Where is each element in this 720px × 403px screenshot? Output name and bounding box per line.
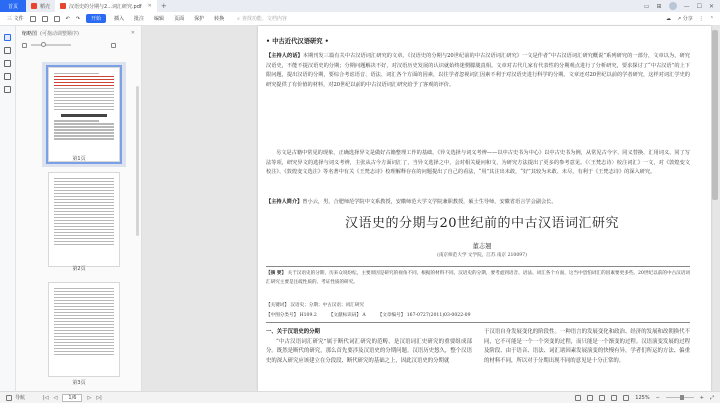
pdf-file-icon bbox=[60, 3, 66, 9]
layout-icon[interactable]: ▭ bbox=[643, 2, 650, 10]
thumbnail-panel-icon[interactable] bbox=[4, 34, 11, 41]
home-tab[interactable]: 首页 bbox=[0, 0, 26, 12]
continuous-view-icon[interactable] bbox=[599, 395, 605, 401]
section-head: • 中古近代汉语研究 • bbox=[266, 38, 329, 45]
stamp-icon[interactable] bbox=[4, 86, 11, 93]
toolbar-right bbox=[666, 15, 720, 22]
zoom-out-thumbnail-icon[interactable] bbox=[22, 43, 27, 48]
article-author: 董志翘 bbox=[472, 243, 492, 250]
abstract-top-rule bbox=[266, 266, 690, 267]
avatar[interactable] bbox=[669, 2, 677, 10]
abstract bbox=[266, 270, 690, 288]
thumbnail-header bbox=[16, 26, 141, 40]
share-button[interactable]: ↗ 分享 bbox=[677, 16, 693, 22]
page-navigation bbox=[43, 394, 102, 402]
host-words-label: 【主持人的话】 bbox=[266, 53, 303, 59]
first-page-icon[interactable]: |◁ bbox=[43, 394, 49, 401]
print-icon[interactable] bbox=[51, 12, 63, 26]
keywords: 【关键词】 汉语史；分期；中古汉语；词汇研究 bbox=[266, 303, 364, 308]
nav-toggle[interactable] bbox=[0, 394, 25, 401]
navigation-icon bbox=[6, 395, 12, 401]
menu-annotate[interactable]: 批注 bbox=[134, 16, 145, 22]
left-column-text: “中古汉语词汇研究”属于断代词汇研究的范畴，是汉语词汇史研究的重要组成部分。既然是断代的研究，那么首先要涉及汉语史的分期问题。汉语历史悠久，整个汉语史的深入研究应该建立在分段段、断代研究的基础之上，因此汉语史的分期就 bbox=[266, 338, 472, 365]
redo-icon[interactable]: ↷ bbox=[75, 15, 80, 22]
host-words-text: 本期刊发三篇有关中古汉语词汇研究的文章。《汉语史的分期与20世纪前的中古汉语词汇研究》一文是作者“中古汉语词汇研究概说”系列研究的一部分，文章以为，研究汉语史，不能不提汉语史的分期；分期问题解决不好，对汉语历史发展的认识就始终迷惘朦胧真相。文章对古代几家有代表性的分期观点进行了分析研究，要求探讨了“中古汉语”的上下限问题，提出汉语的分期，要综合考虑语音、语法、词汇各个方面的因素，以往学者忽视词汇因素不利于对汉语史进行科学的分期。文章还对20世纪以前的学者研究，这样对词汇学史的研究提供了有价值的材料，对20世纪以前的中古汉语词汇研究给予了客观的评价。 bbox=[266, 53, 690, 88]
close-panel-icon[interactable]: ✕ bbox=[130, 30, 135, 36]
share-label: 分享 bbox=[682, 16, 693, 22]
menu-protect[interactable]: 保护 bbox=[194, 16, 205, 22]
open-icon[interactable] bbox=[39, 12, 51, 26]
fullscreen-icon[interactable]: ⤢ bbox=[709, 394, 714, 401]
thumbnail-zoom bbox=[16, 40, 141, 50]
article-meta bbox=[266, 312, 690, 318]
host-words-paragraph bbox=[266, 52, 690, 90]
nav-label: 导航 bbox=[15, 395, 26, 401]
tab-daoke[interactable] bbox=[26, 0, 55, 12]
cloud-sync-icon[interactable]: ☁ bbox=[666, 15, 671, 22]
article-title: 汉语史的分期与20世纪前的中古汉语词汇研究 bbox=[344, 216, 620, 231]
zoom-in-icon[interactable]: + bbox=[699, 394, 704, 401]
tab-pdf-document[interactable] bbox=[55, 0, 157, 12]
zoom-level[interactable]: 125% bbox=[635, 394, 650, 401]
close-tab-icon[interactable]: ✕ bbox=[147, 3, 152, 9]
abstract-label: 【摘 要】 bbox=[266, 271, 287, 276]
menu-convert[interactable]: 转换 bbox=[214, 16, 225, 22]
clc-number: 【中图分类号】 H109.2 bbox=[266, 313, 317, 318]
view-controls bbox=[575, 395, 720, 401]
prev-page-icon[interactable]: ◁ bbox=[53, 394, 58, 401]
host-intro-text: 曾小云，男，合肥师范学院中文系教授，安徽师范大学文学院兼职教授，硕士生导师，安徽省语言学会副会长。 bbox=[302, 199, 557, 205]
thumbnail-label: 第2页 bbox=[72, 266, 86, 272]
left-column bbox=[266, 328, 472, 367]
collapse-icon[interactable]: ⌃ bbox=[709, 15, 714, 22]
next-page-icon[interactable]: ▷ bbox=[87, 394, 92, 401]
thumbnail-page-2[interactable] bbox=[48, 172, 120, 267]
doc-code: 【文献标识码】 A bbox=[328, 313, 366, 318]
search-icon: ⌕ bbox=[237, 15, 240, 22]
save-icon[interactable] bbox=[27, 12, 39, 26]
abstract-text: 关于汉语史的分期，历来众说纷纭，主要原因是研究的视角不同，根据的材料不同。汉语史的分期，要考虑到语音、语法、词汇各个方面，这当中恐怕词汇的因素要更多些。20世纪以前的中古汉语词汇研究主要是注疏性质的、考证性质的研究。 bbox=[266, 271, 690, 285]
double-page-view-icon[interactable] bbox=[587, 395, 593, 401]
article-number: 【文章编号】 167-0727(2011)03-0022-09 bbox=[377, 313, 471, 318]
toolbar bbox=[0, 12, 720, 26]
daoke-logo-icon bbox=[31, 3, 37, 9]
thumbnail-page-1[interactable] bbox=[48, 67, 120, 162]
host-intro-label: 【主持人简介】 bbox=[266, 199, 303, 205]
maximize-icon[interactable]: ☐ bbox=[696, 2, 702, 10]
thumbnail-scrollbar[interactable] bbox=[136, 86, 139, 236]
article-affiliation: (南京师范大学 文学院，江苏 南京 210097) bbox=[437, 253, 527, 258]
grid-icon[interactable]: ⊞ bbox=[656, 2, 662, 10]
search-placeholder: 查找功能、文档内容 bbox=[241, 16, 287, 22]
zoom-slider[interactable] bbox=[666, 397, 694, 399]
pdf-page bbox=[258, 26, 711, 391]
comment-icon[interactable] bbox=[4, 60, 11, 67]
thumbnail-panel bbox=[16, 26, 142, 391]
thumbnail-label: 第1页 bbox=[72, 156, 86, 162]
second-paragraph: 另文是古籍中常见的现象，正确选择异文是做好古籍整理工作的基础。《异文选择与词义考辨——以中古史书为中心》以中古史书为例，从常见古今字、同义替换、汇用词义、同了写法等项，研究异文的选择与词义考辨，主张从古今方面词汇了，当异文选择之中，会对相关疑问和文、为研究方法提出了更多的参考意见。《〈王梵志诗〉校注词汇》一文，对《敦煌变文校注》、《敦煌变文选注》等名著中有关《王梵志诗》校理解释存在的问题提出了自己的看法，“用”其注出未敢，“好”其较为未敢、未尽，有利于《王梵志诗》的深入研究。 bbox=[266, 150, 690, 176]
more-icon[interactable]: ⋮ bbox=[698, 15, 704, 22]
title-bar bbox=[0, 0, 720, 12]
tab-label: 稻壳 bbox=[40, 3, 51, 10]
thumbnail-label: 第3页 bbox=[72, 380, 86, 386]
right-column: 于汉语自身发展变化的阶段性。一种语言的发展变化和政治、经济的发展和改朝换代不同，它不可能是一个一个突变的过程，而只能是一个渐变的过程。汉语演变发展的过程及阶段、由于语音、语法、词汇诸因素发展演变的快慢有异，学者们所运的方法、偏重的材料不同，所以对于分期出现不同的意见是十分正常的。 bbox=[484, 329, 690, 365]
status-bar bbox=[0, 391, 720, 403]
menu-page[interactable]: 页面 bbox=[174, 16, 185, 22]
last-page-icon[interactable]: ▷| bbox=[96, 394, 102, 401]
zoom-in-thumbnail-icon[interactable] bbox=[111, 43, 116, 48]
attachment-icon[interactable] bbox=[4, 73, 11, 80]
window-controls bbox=[644, 2, 720, 10]
single-page-view-icon[interactable] bbox=[575, 395, 581, 401]
read-mode-icon[interactable] bbox=[623, 395, 629, 401]
left-column-heading: 一、关于汉语史的分期 bbox=[266, 329, 320, 335]
bookmark-icon[interactable] bbox=[4, 47, 11, 54]
search-box[interactable] bbox=[237, 15, 287, 22]
file-menu[interactable]: 三 文件 bbox=[7, 16, 24, 22]
start-tab[interactable]: 开始 bbox=[86, 14, 106, 23]
document-scrollbar[interactable] bbox=[712, 30, 716, 200]
minimize-icon[interactable]: — bbox=[683, 2, 690, 10]
fit-width-icon[interactable] bbox=[611, 395, 617, 401]
left-rail bbox=[0, 26, 16, 391]
close-window-icon[interactable]: ✕ bbox=[708, 2, 714, 10]
menu-edit[interactable]: 编辑 bbox=[154, 16, 165, 22]
host-intro-paragraph bbox=[266, 198, 690, 208]
undo-icon[interactable]: ↶ bbox=[65, 15, 70, 22]
thumbnail-subtitle: (可拖动调整顺序) bbox=[40, 30, 79, 37]
page-indicator[interactable]: 1/6 bbox=[62, 394, 82, 402]
thumbnail-size-slider[interactable] bbox=[31, 44, 71, 46]
tab-label: 汉语史的分期与2...词汇研究.pdf bbox=[69, 3, 142, 10]
zoom-out-icon[interactable]: − bbox=[655, 394, 660, 401]
thumbnail-title: 缩略图 bbox=[22, 30, 38, 37]
menu-insert[interactable]: 插入 bbox=[114, 16, 125, 22]
thumbnail-page-3[interactable] bbox=[48, 282, 120, 377]
new-tab-button[interactable]: + bbox=[160, 2, 167, 10]
abstract-bottom-rule bbox=[266, 322, 690, 323]
